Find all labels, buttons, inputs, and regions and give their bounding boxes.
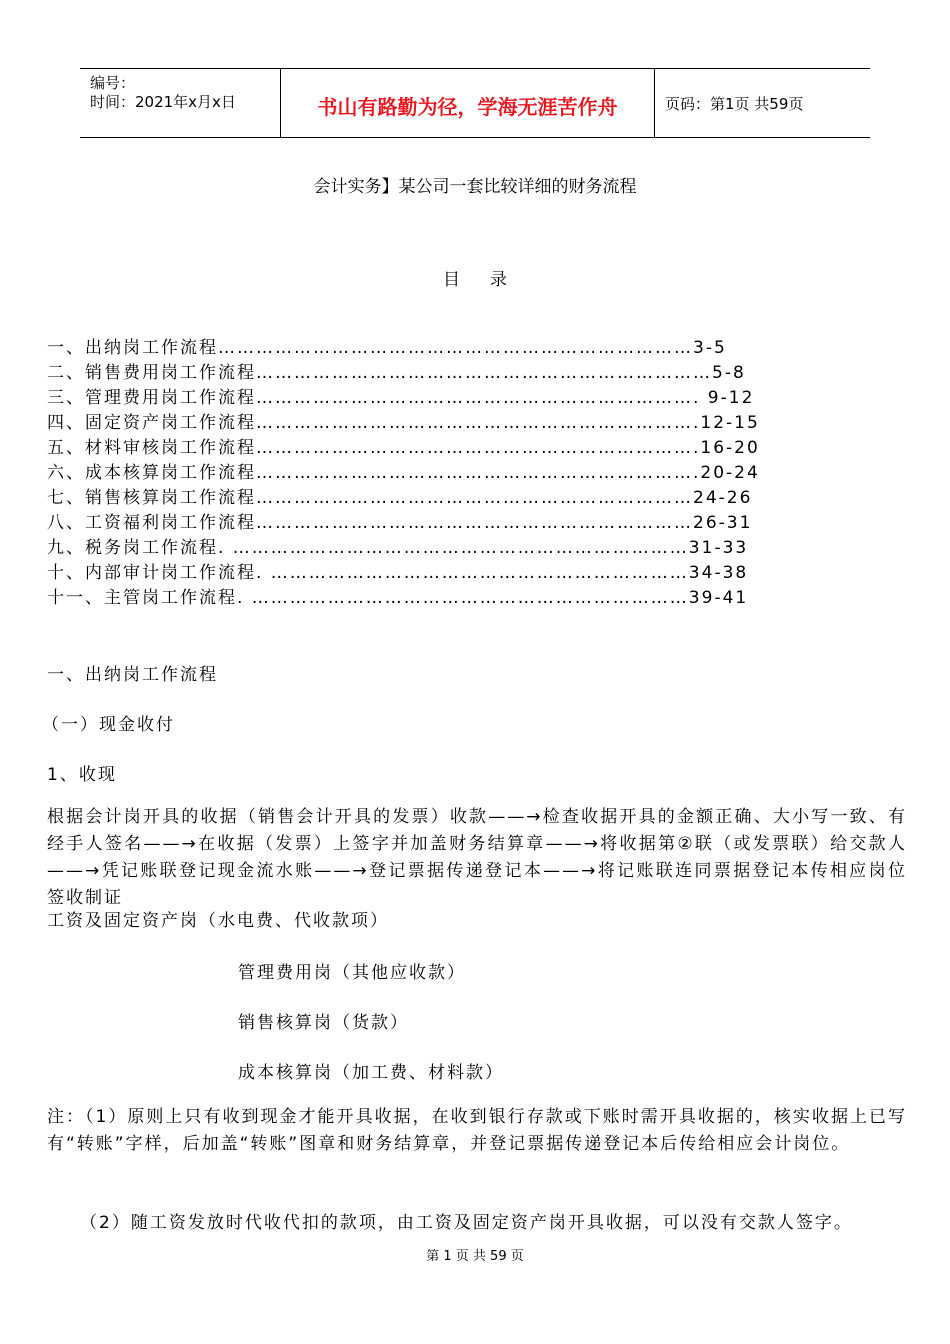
body-line: 管理费用岗（其他应收款） bbox=[238, 963, 466, 983]
document-title: 会计实务】某公司一套比较详细的财务流程 bbox=[313, 177, 637, 197]
body-line: 成本核算岗（加工费、材料款） bbox=[238, 1063, 504, 1083]
toc-item[interactable]: 九、税务岗工作流程. ………………………………………………………………31-33 bbox=[47, 538, 749, 558]
body-paragraph: 根据会计岗开具的收据（销售会计开具的发票）收款——→检查收据开具的金额正确、大小写一致、有经手人签名——→在收据（发票）上签字并加盖财务结算章——→将收据第②联（或发票联）给交款人——→凭记账联登记现金流水账——→登记票据传递登记本——→将记账联连同票据登记本传相应岗位签收制证 bbox=[47, 807, 907, 908]
body-line: 销售核算岗（货款） bbox=[238, 1013, 409, 1033]
toc-item[interactable]: 四、固定资产岗工作流程…………………………………………………………….12-15 bbox=[47, 413, 760, 433]
toc-item[interactable]: 六、成本核算岗工作流程…………………………………………………………….20-24 bbox=[47, 463, 760, 483]
toc-title: 目录 bbox=[443, 270, 537, 290]
toc-item[interactable]: 八、工资福利岗工作流程……………………………………………………………26-31 bbox=[47, 513, 753, 533]
toc-item[interactable]: 一、出纳岗工作流程…………………………………………………………………3-5 bbox=[47, 338, 727, 358]
toc-item[interactable]: 十一、主管岗工作流程. ……………………………………………………………39-41 bbox=[47, 588, 749, 608]
header-motto: 书山有路勤为径，学海无涯苦作舟 bbox=[317, 95, 618, 119]
note-paragraph: （2）随工资发放时代收代扣的款项，由工资及固定资产岗开具收据，可以没有交款人签字。 bbox=[80, 1213, 853, 1233]
item-heading: 1、收现 bbox=[47, 765, 117, 785]
toc-item[interactable]: 三、管理费用岗工作流程……………………………………………………………. 9-12 bbox=[47, 388, 755, 408]
toc-item[interactable]: 五、材料审核岗工作流程…………………………………………………………….16-20 bbox=[47, 438, 760, 458]
page-header bbox=[80, 68, 870, 138]
header-page-cell bbox=[655, 69, 870, 137]
header-meta-cell bbox=[80, 69, 281, 137]
header-motto-cell bbox=[281, 69, 655, 137]
doc-code: 编号： bbox=[90, 74, 136, 92]
subsection-heading: （一）现金收付 bbox=[42, 715, 175, 735]
body-line: 工资及固定资产岗（水电费、代收款项） bbox=[47, 911, 389, 931]
table-of-contents bbox=[47, 336, 807, 611]
toc-item[interactable]: 二、销售费用岗工作流程………………………………………………………………5-8 bbox=[47, 363, 746, 383]
page-footer: 第 1 页 共 59 页 bbox=[426, 1249, 524, 1264]
doc-date: 时间：2021年x月x日 bbox=[90, 93, 236, 111]
toc-item[interactable]: 十、内部审计岗工作流程. …………………………………………………………34-38 bbox=[47, 563, 749, 583]
toc-item[interactable]: 七、销售核算岗工作流程……………………………………………………………24-26 bbox=[47, 488, 753, 508]
note-paragraph: 注：（1）原则上只有收到现金才能开具收据，在收到银行存款或下账时需开具收据的，核实收据上已写有“转账”字样，后加盖“转账”图章和财务结算章，并登记票据传递登记本后传给相应会计岗位。 bbox=[47, 1107, 907, 1154]
header-page-info: 页码：第1页 共59页 bbox=[665, 95, 804, 113]
section-heading: 一、出纳岗工作流程 bbox=[47, 665, 218, 685]
